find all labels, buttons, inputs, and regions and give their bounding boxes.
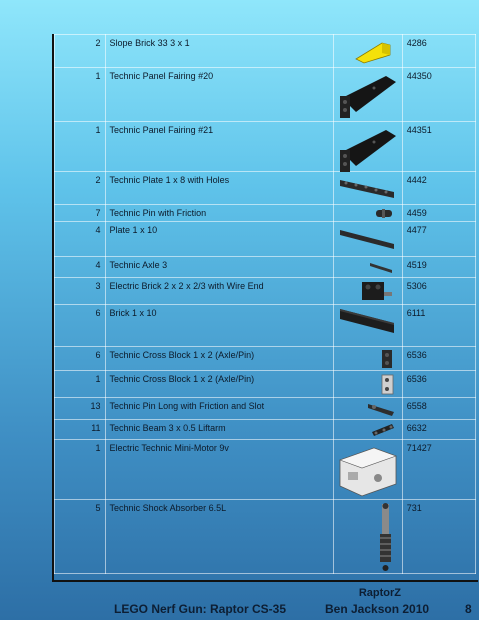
table-row: [55, 347, 476, 371]
part-name: Technic Axle 3: [105, 257, 333, 278]
part-quantity: 1: [55, 440, 106, 500]
part-quantity: 13: [55, 398, 106, 420]
part-quantity: 1: [55, 122, 106, 172]
table-row: [55, 305, 476, 347]
footer: [0, 600, 479, 620]
long-pin-icon: [333, 398, 402, 420]
technic-pin-icon: [333, 205, 402, 222]
part-name: Electric Technic Mini-Motor 9v: [105, 440, 333, 500]
page-number: 8: [465, 602, 472, 616]
part-name: Technic Cross Block 1 x 2 (Axle/Pin): [105, 347, 333, 371]
footer-title: LEGO Nerf Gun: Raptor CS-35: [114, 602, 287, 616]
part-name: Technic Pin with Friction: [105, 205, 333, 222]
panel-fairing-icon: [333, 122, 402, 172]
part-number: 4286: [402, 35, 475, 68]
part-number: 6632: [402, 420, 475, 440]
cross-block-icon: [333, 347, 402, 371]
axle-icon: [333, 257, 402, 278]
part-name: Technic Pin Long with Friction and Slot: [105, 398, 333, 420]
part-name: Technic Plate 1 x 8 with Holes: [105, 172, 333, 205]
part-quantity: 2: [55, 35, 106, 68]
part-quantity: 6: [55, 305, 106, 347]
footer-author: Ben Jackson 2010: [325, 602, 430, 616]
part-name: Electric Brick 2 x 2 x 2/3 with Wire End: [105, 278, 333, 305]
part-quantity: 1: [55, 68, 106, 122]
table-row: [55, 440, 476, 500]
part-number: 4442: [402, 172, 475, 205]
part-quantity: 4: [55, 257, 106, 278]
parts-table: [54, 34, 476, 574]
table-row: [55, 278, 476, 305]
part-quantity: 4: [55, 222, 106, 257]
part-number: 44351: [402, 122, 475, 172]
table-row: [55, 172, 476, 205]
part-quantity: 1: [55, 371, 106, 398]
part-name: Technic Panel Fairing #20: [105, 68, 333, 122]
credits: [359, 587, 401, 599]
part-number: 44350: [402, 68, 475, 122]
part-quantity: 3: [55, 278, 106, 305]
panel-fairing-icon: [333, 68, 402, 122]
part-number: 731: [402, 500, 475, 574]
table-row: [55, 68, 476, 122]
brick-icon: [333, 305, 402, 347]
part-number: 5306: [402, 278, 475, 305]
technic-plate-icon: [333, 172, 402, 205]
part-number: 6536: [402, 347, 475, 371]
part-name: Technic Panel Fairing #21: [105, 122, 333, 172]
table-row: [55, 122, 476, 172]
part-number: 6536: [402, 371, 475, 398]
table-row: [55, 205, 476, 222]
table-row: [55, 398, 476, 420]
mini-motor-icon: [333, 440, 402, 500]
slope-brick-icon: [333, 35, 402, 68]
model-name: RaptorZ: [358, 587, 401, 599]
part-name: Technic Beam 3 x 0.5 Liftarm: [105, 420, 333, 440]
part-name: Brick 1 x 10: [105, 305, 333, 347]
part-number: 4477: [402, 222, 475, 257]
part-number: 4519: [402, 257, 475, 278]
part-number: 4459: [402, 205, 475, 222]
table-row: [55, 420, 476, 440]
table-row: [55, 35, 476, 68]
part-name: Technic Cross Block 1 x 2 (Axle/Pin): [105, 371, 333, 398]
table-row: [55, 500, 476, 574]
part-name: Technic Shock Absorber 6.5L: [105, 500, 333, 574]
electric-brick-icon: [333, 278, 402, 305]
table-row: [55, 371, 476, 398]
cross-block-light-icon: [333, 371, 402, 398]
part-quantity: 6: [55, 347, 106, 371]
part-quantity: 11: [55, 420, 106, 440]
part-name: Plate 1 x 10: [105, 222, 333, 257]
part-number: 71427: [402, 440, 475, 500]
shock-absorber-icon: [333, 500, 402, 574]
part-number: 6111: [402, 305, 475, 347]
liftarm-icon: [333, 420, 402, 440]
plate-icon: [333, 222, 402, 257]
table-row: [55, 257, 476, 278]
part-number: 6558: [402, 398, 475, 420]
part-quantity: 2: [55, 172, 106, 205]
part-quantity: 7: [55, 205, 106, 222]
part-name: Slope Brick 33 3 x 1: [105, 35, 333, 68]
table-row: [55, 222, 476, 257]
part-quantity: 5: [55, 500, 106, 574]
